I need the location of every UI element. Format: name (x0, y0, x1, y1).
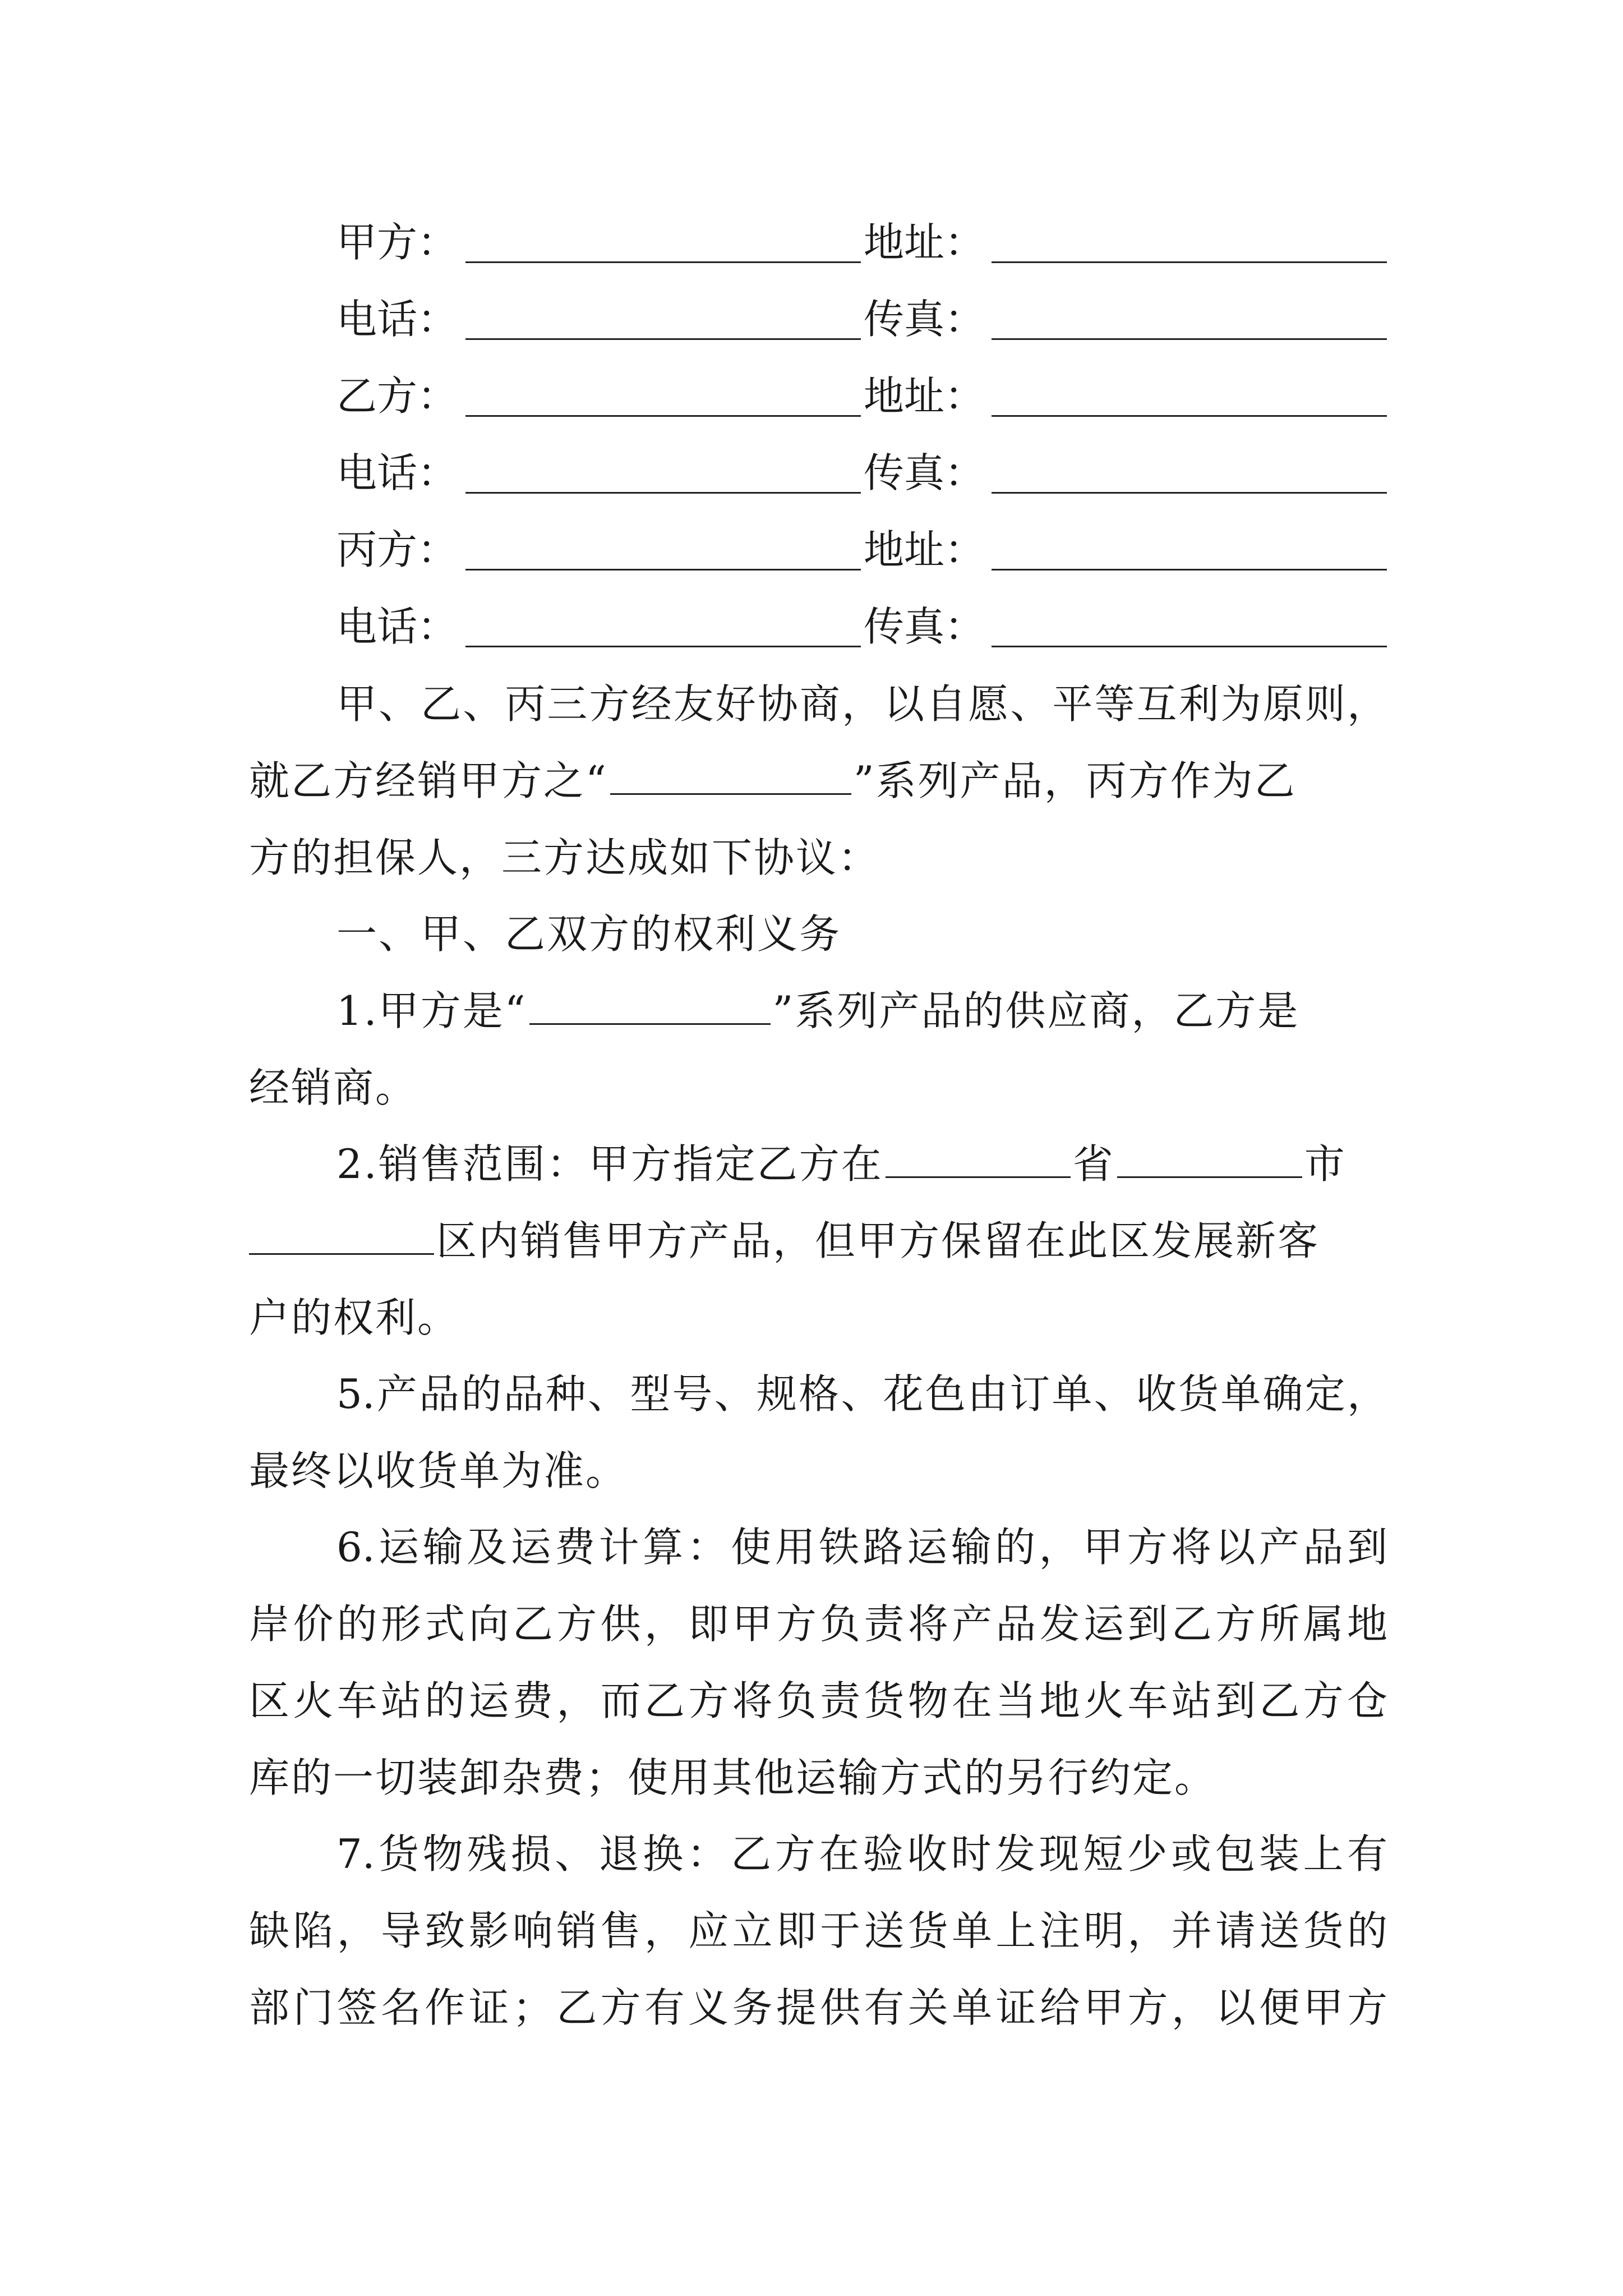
item-1-series-blank (529, 988, 771, 1025)
party-c-phone-label: 电话： (336, 603, 458, 650)
item-6-line-2: 岸价的形式向乙方供，即甲方负责将产品发运到乙方所属地 (249, 1600, 1387, 1648)
party-a-label: 甲方： (336, 219, 458, 266)
party-c-address-label: 地址： (864, 526, 985, 573)
item-7-line-3: 部门签名作证；乙方有义务提供有关单证给甲方，以便甲方 (249, 1984, 1387, 2031)
party-a-phone-blank (465, 338, 861, 340)
party-a-fax-label: 传真： (864, 296, 985, 343)
item-7-line-1: 7.货物残损、退换：乙方在验收时发现短少或包装上有 (336, 1830, 1387, 1878)
intro-line-2 (249, 750, 1387, 812)
province-label: 省 (1072, 1140, 1115, 1188)
city-blank (1117, 1142, 1302, 1178)
party-c-blank (465, 569, 861, 570)
party-a-address-blank (992, 261, 1387, 263)
party-a-fax-blank (992, 338, 1387, 340)
party-c-address-blank (992, 569, 1387, 570)
intro-line-2-start: 就乙方经销甲方之“ (249, 757, 608, 804)
item-1-end: ”系列产品的供应商，乙方是 (772, 987, 1300, 1034)
party-c-fax-blank (992, 646, 1387, 647)
item-6-line-1: 6.运输及运费计算：使用铁路运输的，甲方将以产品到 (336, 1524, 1387, 1571)
party-c-fax-label: 传真： (864, 603, 985, 650)
party-b-label: 乙方： (336, 372, 458, 420)
item-2-line-1 (249, 1133, 1387, 1195)
item-5-line-1: 5.产品的品种、型号、规格、花色由订单、收货单确定， (336, 1370, 1387, 1418)
item-1-line-2: 经销商。 (249, 1064, 418, 1111)
party-b-address-blank (992, 415, 1387, 417)
intro-line-3: 方的担保人，三方达成如下协议： (249, 834, 880, 881)
intro-line-2-end: ”系列产品，丙方作为乙 (853, 757, 1297, 804)
item-2-line-3: 户的权利。 (249, 1294, 460, 1341)
party-b-phone-label: 电话： (336, 449, 458, 496)
party-c-phone-blank (465, 646, 861, 647)
party-a-phone-label: 电话： (336, 296, 458, 343)
party-a-address-label: 地址： (864, 219, 985, 266)
city-label: 市 (1304, 1140, 1347, 1188)
item-2-line-2 (249, 1210, 1387, 1272)
item-1-line-1 (249, 980, 1387, 1042)
party-b-phone-blank (465, 492, 861, 494)
item-6-line-3: 区火车站的运费，而乙方将负责货物在当地火车站到乙方仓 (249, 1677, 1387, 1724)
item-2-start: 2.销售范围：甲方指定乙方在 (336, 1140, 883, 1188)
party-a-blank (465, 261, 861, 263)
party-b-blank (465, 415, 861, 417)
item-7-line-2: 缺陷，导致影响销售，应立即于送货单上注明，并请送货的 (249, 1907, 1387, 1954)
party-c-label: 丙方： (336, 526, 458, 573)
section-1-heading: 一、甲、乙双方的权利义务 (336, 910, 842, 958)
party-b-fax-label: 传真： (864, 449, 985, 496)
intro-line-1: 甲、乙、丙三方经友好协商，以自愿、平等互利为原则， (336, 680, 1387, 728)
item-5-line-2: 最终以收货单为准。 (249, 1447, 628, 1494)
district-blank (249, 1218, 434, 1255)
party-b-address-label: 地址： (864, 372, 985, 420)
party-b-fax-blank (992, 492, 1387, 494)
item-6-line-4: 库的一切装卸杂费；使用其他运输方式的另行约定。 (249, 1754, 1217, 1801)
item-2-line-2-text: 区内销售甲方产品，但甲方保留在此区发展新客 (436, 1217, 1320, 1264)
province-blank (886, 1142, 1071, 1178)
product-series-blank (610, 758, 851, 795)
item-1-start: 1.甲方是“ (336, 987, 527, 1034)
